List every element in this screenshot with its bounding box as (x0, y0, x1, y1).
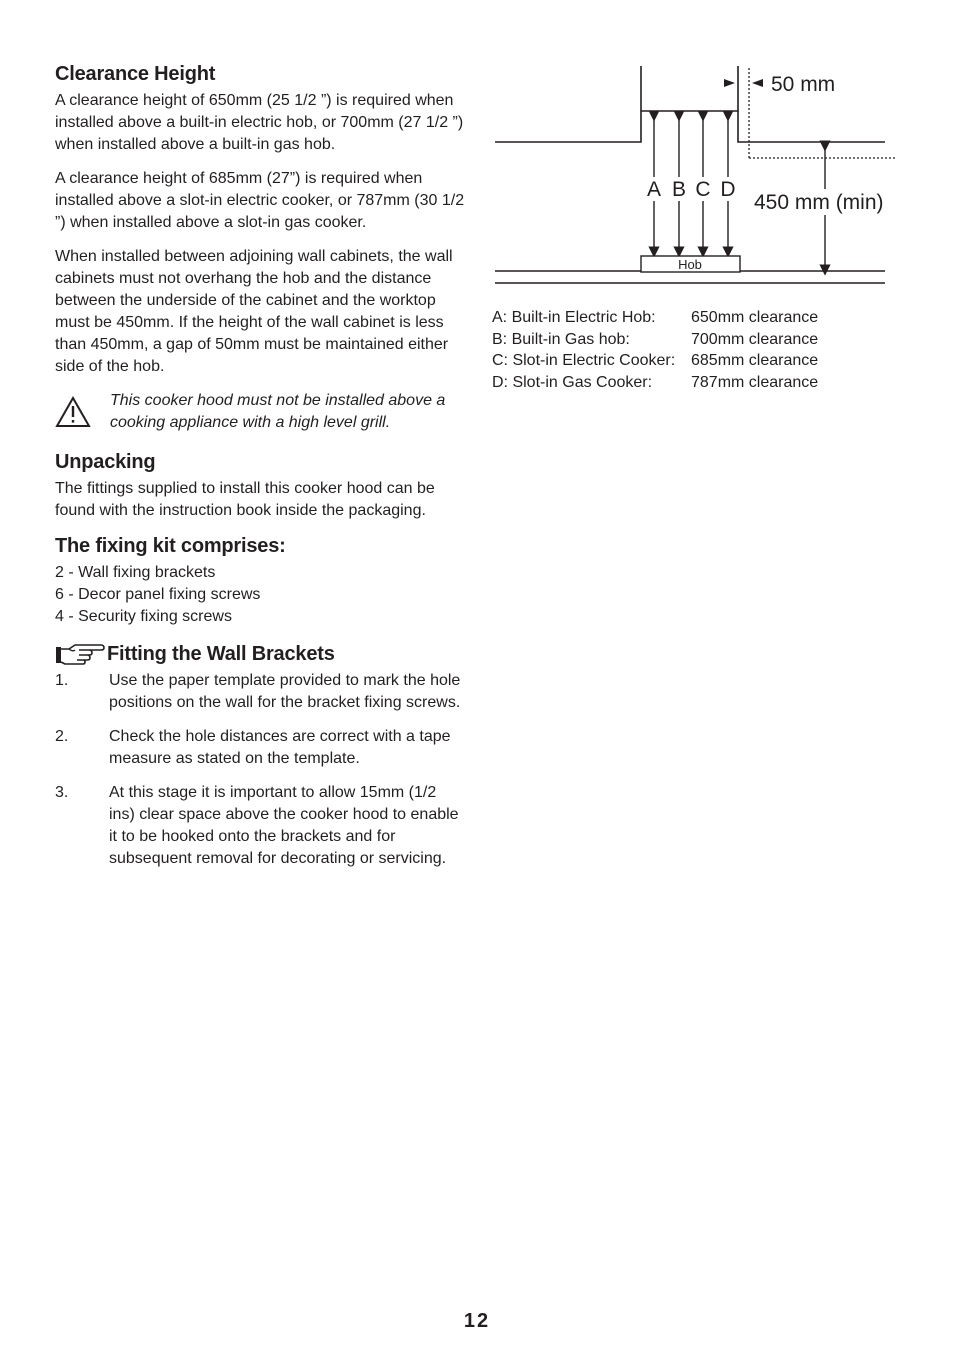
step-number: 1. (55, 672, 69, 689)
left-cabinet-outline (495, 66, 738, 142)
list-item: 6 - Decor panel fixing screws (55, 586, 261, 603)
unpacking-text: The fittings supplied to install this cooker hood can be found with the instruction book inside the packaging. (55, 480, 435, 519)
legend-value: 787mm clearance (691, 374, 819, 392)
warning-text: This cooker hood must not be installed above a cooking appliance with a high level grill. (110, 392, 446, 431)
clearance-legend (492, 307, 818, 394)
legend-key: A: Built-in Electric Hob: (492, 309, 656, 326)
clearance-section (55, 62, 465, 378)
legend-value: 685mm clearance (691, 352, 819, 370)
clearance-paragraph-1: A clearance height of 650mm (25 1/2 ”) is required when installed above a built-in electric hob, or 700mm (27 1/2 ”) when installed above a built-in gas hob. (55, 92, 464, 153)
unpacking-heading: Unpacking (55, 451, 156, 473)
legend-row (492, 350, 818, 372)
legend-row (492, 307, 818, 329)
clearance-paragraph-3: When installed between adjoining wall cabinets, the wall cabinets must not overhang the hob and the distance between the underside of the cabinet and the worktop must be 450mm. If the height of the wall cabinet is less than 450mm, a gap of 50mm must be maintained either side of the hob. (55, 248, 453, 375)
list-item: 4 - Security fixing screws (55, 608, 232, 625)
fixing-kit-heading: The fixing kit comprises: (55, 535, 286, 557)
step-number: 3. (55, 784, 69, 801)
hob-label: Hob (678, 257, 702, 272)
letter-b: B (671, 178, 687, 201)
unpacking-section (55, 450, 465, 522)
left-column (55, 62, 465, 882)
fitting-steps (55, 670, 465, 870)
list-item (55, 726, 465, 770)
height-label: 450 mm (min) (754, 191, 884, 214)
step-number: 2. (55, 728, 69, 745)
list-item (55, 782, 465, 870)
list-item: 2 - Wall fixing brackets (55, 564, 216, 581)
fixing-kit-list (55, 562, 465, 628)
step-text: Check the hole distances are correct with a tape measure as stated on the template. (109, 728, 451, 767)
legend-key: C: Slot-in Electric Cooker: (492, 352, 676, 370)
fitting-heading-row (55, 642, 465, 666)
legend-row (492, 372, 818, 394)
clearance-diagram (490, 60, 910, 290)
warning-triangle-icon (55, 396, 91, 428)
legend-value: 700mm clearance (691, 330, 819, 348)
pointing-hand-icon (55, 642, 105, 666)
right-cabinet-outline (738, 111, 885, 142)
letter-a: A (646, 178, 662, 201)
gap-arrow-left (752, 79, 763, 87)
warning-note (55, 390, 465, 434)
fitting-heading: Fitting the Wall Brackets (107, 643, 335, 665)
fitting-section (55, 642, 465, 870)
legend-row (492, 329, 818, 351)
step-text: At this stage it is important to allow 15mm (1/2 ins) clear space above the cooker hood to enable it to be hooked onto the brackets and for subsequent removal for decorating or servicing. (109, 784, 459, 867)
page-number: 12 (463, 1310, 491, 1332)
step-text: Use the paper template provided to mark the hole positions on the wall for the bracket fixing screws. (109, 672, 461, 711)
legend-key: B: Built-in Gas hob: (492, 330, 630, 348)
letter-d: D (720, 178, 736, 201)
letter-c: C (695, 178, 711, 201)
list-item (55, 670, 465, 714)
gap-label: 50 mm (771, 73, 836, 96)
gap-arrow-right (724, 79, 735, 87)
clearance-heading: Clearance Height (55, 63, 216, 85)
legend-value: 650mm clearance (691, 309, 819, 326)
clearance-paragraph-2: A clearance height of 685mm (27”) is required when installed above a slot-in electric cooker, or 787mm (30 1/2 ”) when installed above a slot-in gas cooker. (55, 170, 465, 231)
legend-key: D: Slot-in Gas Cooker: (492, 374, 653, 392)
fixing-kit-section (55, 534, 465, 628)
